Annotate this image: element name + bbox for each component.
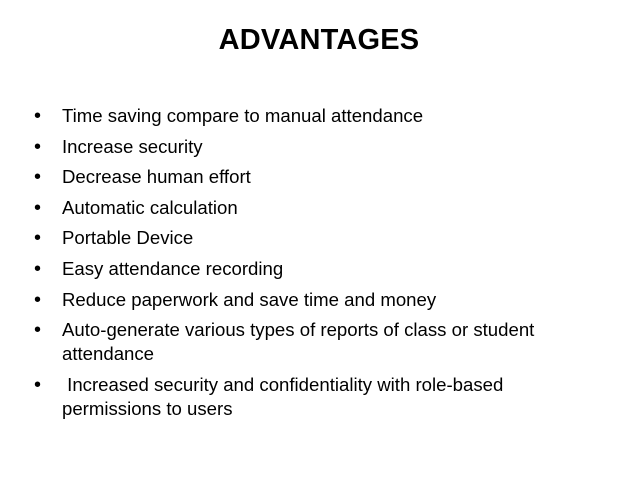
list-item bbox=[34, 226, 594, 250]
bullet-icon: • bbox=[34, 373, 42, 396]
list-item bbox=[34, 104, 594, 128]
list-item bbox=[34, 135, 594, 159]
list-item bbox=[34, 373, 594, 421]
bullet-icon: • bbox=[34, 227, 42, 250]
bullet-text: Portable Device bbox=[62, 227, 194, 249]
bullet-icon: • bbox=[34, 105, 42, 127]
bullet-icon: • bbox=[34, 166, 42, 189]
list-item bbox=[34, 165, 594, 189]
bullet-text: Auto-generate various types of reports of class or student attendance bbox=[62, 319, 540, 365]
list-item bbox=[34, 196, 594, 220]
bullet-icon: • bbox=[34, 257, 42, 280]
list-item bbox=[34, 257, 594, 281]
bullet-text: Increase security bbox=[62, 135, 203, 157]
bullet-text: Increased security and confidentiality with role-based permissions to users bbox=[62, 373, 509, 419]
bullet-text: Automatic calculation bbox=[62, 196, 238, 218]
bullet-text: Decrease human effort bbox=[62, 166, 251, 188]
bullet-text: Reduce paperwork and save time and money bbox=[62, 288, 437, 310]
bullet-text: Time saving compare to manual attendance bbox=[62, 105, 424, 126]
list-item bbox=[34, 288, 594, 312]
bullet-text: Easy attendance recording bbox=[62, 257, 284, 279]
bullet-icon: • bbox=[34, 196, 42, 219]
slide-title: ADVANTAGES bbox=[218, 24, 420, 56]
bullet-icon: • bbox=[34, 135, 42, 158]
bullet-icon: • bbox=[34, 319, 42, 342]
bullet-icon: • bbox=[34, 288, 42, 311]
bullet-list bbox=[34, 104, 594, 427]
list-item bbox=[34, 318, 594, 366]
